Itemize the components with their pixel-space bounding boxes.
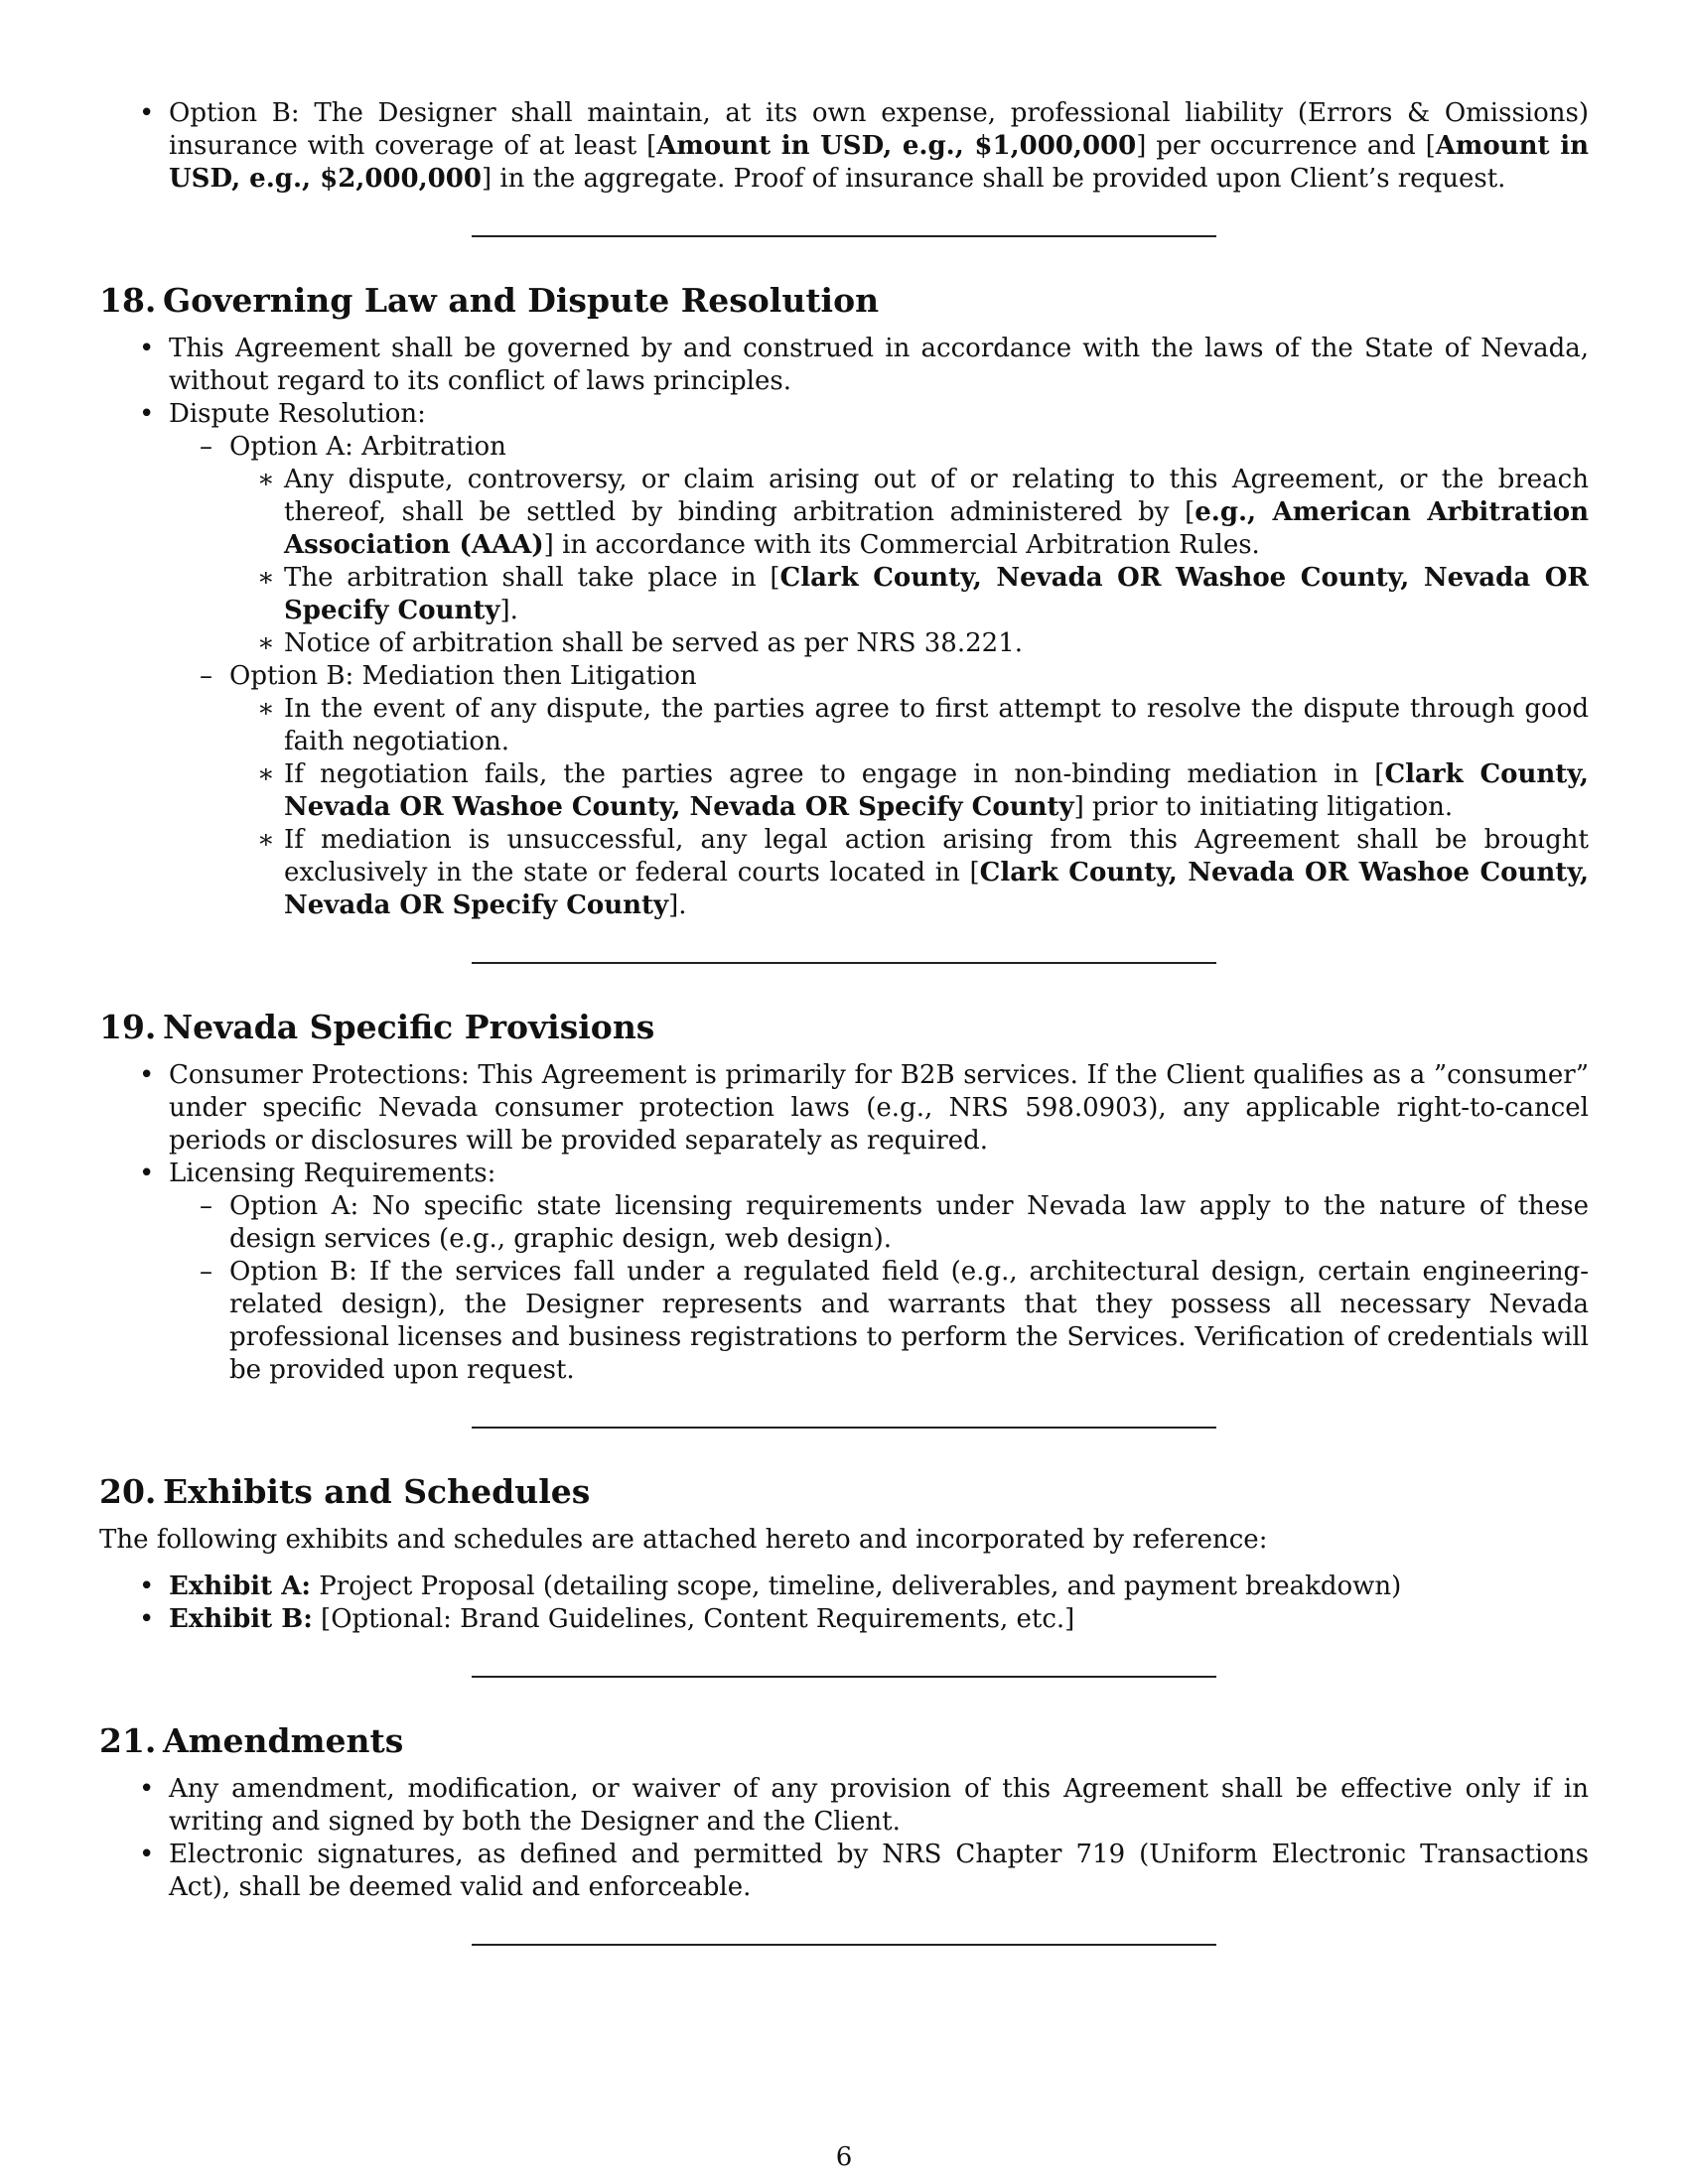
mediation-item-2: ∗ If negotiation fails, the parties agree to engage in non-binding mediation in [Clark County, Nevada OR Washoe County, Nevada OR Specify County] prior to initiating litigation. <box>284 758 1589 824</box>
section-21-heading: 21. Amendments <box>99 1721 404 1760</box>
arbitration-item-2: ∗ The arbitration shall take place in [Clark County, Nevada OR Washoe County, Nevada OR Specify County]. <box>284 562 1589 627</box>
arbitration-item-3: ∗ Notice of arbitration shall be served as per NRS 38.221. <box>284 627 1589 660</box>
exhibit-a-item: • Exhibit A: Project Proposal (detailing scope, timeline, deliverables, and payment breakdown) <box>169 1570 1589 1603</box>
section-18-heading: 18. Governing Law and Dispute Resolution <box>99 281 880 320</box>
mediation-option: – Option B: Mediation then Litigation ∗ In the event of any dispute, the parties agree to first attempt to resolve the dispute through good faith negotiation. ∗ If negotiation fails, the parties agree to engage in non-binding mediation in [Clark County, Nevada OR Washoe County, Nevada OR Specify County] prior to initiating litigation. ∗ If mediation is unsuccessful, any legal action arising from this Agreement shall be brought exclusively in the state or federal courts located in [Clark County, Nevada OR Washoe County, Nevada OR Specify County]. <box>229 660 1589 922</box>
exhibits-intro: The following exhibits and schedules are attached hereto and incorporated by reference: <box>99 1525 1268 1555</box>
licensing-item: • Licensing Requirements: – Option A: No specific state licensing requirements under Nevada law apply to the nature of these design services (e.g., graphic design, web design). – Option B: If the services fall under a regulated field (e.g., architectural design, certain engineering-related design), the Designer represents and warrants that they possess all necessary Nevada professional licenses and business registrations to perform the Services. Verification of credentials will be provided upon request. <box>169 1158 1589 1387</box>
section-18-list <box>99 333 1589 922</box>
licensing-options-list <box>169 1190 1589 1387</box>
consumer-protections-item: • Consumer Protections: This Agreement is primarily for B2B services. If the Client qualifies as a ”consumer” under specific Nevada consumer protection laws (e.g., NRS 598.0903), any applicable right-to-cancel periods or disclosures will be provided separately as required. <box>169 1059 1589 1158</box>
insurance-option-b: • Option B: The Designer shall maintain, at its own expense, professional liability (Errors & Omissions) insurance with coverage of at least [Amount in USD, e.g., $1,000,000] per occurrence and [Amount in USD, e.g., $2,000,000] in the aggregate. Proof of insurance shall be provided upon Client’s request. <box>169 97 1589 196</box>
mediation-sublist <box>229 693 1589 922</box>
section-divider <box>472 1944 1216 1946</box>
section-divider <box>472 962 1216 964</box>
arbitration-option: – Option A: Arbitration ∗ Any dispute, controversy, or claim arising out of or relating to this Agreement, or the breach thereof, shall be settled by binding arbitration administered by [e.g., American Arbitration Association (AAA)] in accordance with its Commercial Arbitration Rules. ∗ The arbitration shall take place in [Clark County, Nevada OR Washoe County, Nevada OR Specify County]. ∗ Notice of arbitration shall be served as per NRS 38.221. <box>229 431 1589 660</box>
section-divider <box>472 1427 1216 1429</box>
amendment-writing-item: • Any amendment, modification, or waiver of any provision of this Agreement shall be effective only if in writing and signed by both the Designer and the Client. <box>169 1773 1589 1839</box>
mediation-item-1: ∗ In the event of any dispute, the parties agree to first attempt to resolve the dispute through good faith negotiation. <box>284 693 1589 758</box>
licensing-option-b: – Option B: If the services fall under a regulated field (e.g., architectural design, certain engineering-related design), the Designer represents and warrants that they possess all necessary Nevada professional licenses and business registrations to perform the Services. Verification of credentials will be provided upon request. <box>229 1256 1589 1387</box>
section-20-heading: 20. Exhibits and Schedules <box>99 1472 591 1511</box>
mediation-item-3: ∗ If mediation is unsuccessful, any legal action arising from this Agreement shall be brought exclusively in the state or federal courts located in [Clark County, Nevada OR Washoe County, Nevada OR Specify County]. <box>284 824 1589 922</box>
dispute-options-list <box>169 431 1589 922</box>
electronic-signatures-item: • Electronic signatures, as defined and permitted by NRS Chapter 719 (Uniform Electronic Transactions Act), shall be deemed valid and enforceable. <box>169 1839 1589 1904</box>
insurance-list <box>99 97 1589 196</box>
exhibits-list <box>99 1570 1589 1636</box>
document-page <box>99 97 1589 1946</box>
exhibit-b-item: • Exhibit B: [Optional: Brand Guidelines, Content Requirements, etc.] <box>169 1603 1589 1636</box>
section-divider <box>472 1676 1216 1678</box>
licensing-option-a: – Option A: No specific state licensing requirements under Nevada law apply to the nature of these design services (e.g., graphic design, web design). <box>229 1190 1589 1256</box>
dispute-resolution-item: • Dispute Resolution: – Option A: Arbitration ∗ Any dispute, controversy, or claim arising out of or relating to this Agreement, or the breach thereof, shall be settled by binding arbitration administered by [e.g., American Arbitration Association (AAA)] in accordance with its Commercial Arbitration Rules. ∗ The arbitration shall take place in [Clark County, Nevada OR Washoe County, Nevada OR Specify County]. ∗ Notice of arbitration shall be served as per NRS 38.221. – Option B: Mediation then Litigation ∗ In the event of any dispute, the parties agree to first attempt to resolve the dispute through good faith negotiation. ∗ If negotiation fails, the parties agree to engage in non-binding mediation in [Clark County, Nevada OR Washoe County, Nevada OR Specify County] prior to initiating litigation. ∗ If mediation is unsuccessful, any legal action arising from this Agreement shall be brought exclusively in the state or federal courts located in [Clark County, Nevada OR Washoe County, Nevada OR Specify County]. <box>169 398 1589 922</box>
arbitration-item-1: ∗ Any dispute, controversy, or claim arising out of or relating to this Agreement, or the breach thereof, shall be settled by binding arbitration administered by [e.g., American Arbitration Association (AAA)] in accordance with its Commercial Arbitration Rules. <box>284 464 1589 562</box>
governing-law-item: • This Agreement shall be governed by and construed in accordance with the laws of the State of Nevada, without regard to its conflict of laws principles. <box>169 333 1589 398</box>
section-divider <box>472 235 1216 237</box>
page-number: 6 <box>835 2142 853 2172</box>
section-21-list <box>99 1773 1589 1904</box>
section-19-heading: 19. Nevada Specific Provisions <box>99 1008 655 1046</box>
arbitration-sublist <box>229 464 1589 660</box>
section-19-list <box>99 1059 1589 1387</box>
